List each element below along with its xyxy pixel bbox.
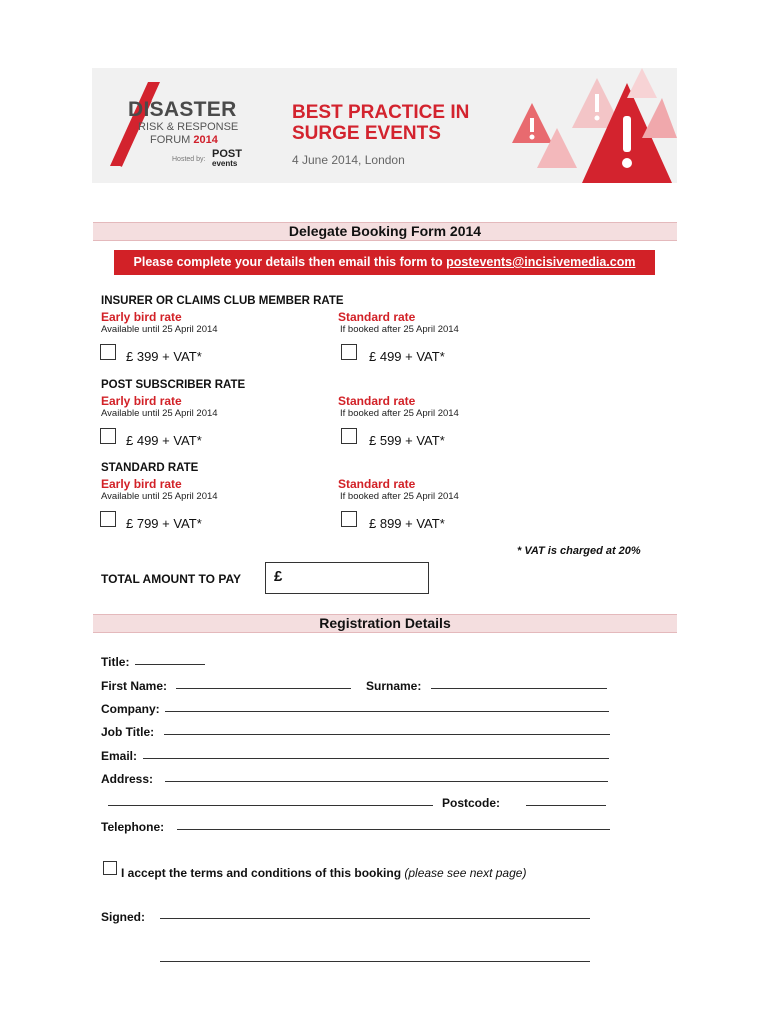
email-field[interactable] (143, 758, 609, 759)
standard-rate-price: £ 599 + VAT* (369, 433, 445, 448)
accept-terms-label: I accept the terms and conditions of this booking (please see next page) (121, 866, 527, 880)
banner-date: 4 June 2014, London (292, 153, 405, 167)
title-label: Title: (101, 655, 130, 669)
early-bird-note: Available until 25 April 2014 (101, 408, 218, 419)
standard-rate-price: £ 499 + VAT* (369, 349, 445, 364)
vat-note: * VAT is charged at 20% (517, 545, 641, 557)
signature-field-2[interactable] (160, 961, 590, 962)
standard-rate-note: If booked after 25 April 2014 (340, 408, 459, 419)
surname-label: Surname: (366, 679, 422, 693)
banner-headline: BEST PRACTICE IN SURGE EVENTS (292, 102, 470, 144)
standard-rate-label: Standard rate (338, 394, 416, 408)
standard-rate-note: If booked after 25 April 2014 (340, 324, 459, 335)
early-bird-price: £ 499 + VAT* (126, 433, 202, 448)
early-bird-price: £ 399 + VAT* (126, 349, 202, 364)
rate-heading: POST SUBSCRIBER RATE (101, 379, 246, 391)
instruction-bar: Please complete your details then email this form to postevents@incisivemedia.com (114, 250, 655, 275)
early-bird-checkbox[interactable] (100, 511, 116, 527)
logo-subtitle: RISK & RESPONSE (138, 121, 239, 133)
post-events-logo: POST events (212, 148, 242, 168)
early-bird-price: £ 799 + VAT* (126, 516, 202, 531)
early-bird-note: Available until 25 April 2014 (101, 324, 218, 335)
email-link[interactable]: postevents@incisivemedia.com (446, 255, 636, 269)
signature-field[interactable] (160, 918, 590, 919)
early-bird-label: Early bird rate (101, 394, 182, 408)
address-line-2-field[interactable] (108, 805, 433, 806)
early-bird-checkbox[interactable] (100, 428, 116, 444)
early-bird-checkbox[interactable] (100, 344, 116, 360)
standard-rate-label: Standard rate (338, 310, 416, 324)
postcode-field[interactable] (526, 805, 606, 806)
logo-forum: FORUM 2014 (150, 134, 218, 146)
registration-title: Registration Details (93, 614, 677, 633)
job-title-label: Job Title: (101, 725, 155, 739)
job-title-field[interactable] (164, 734, 610, 735)
telephone-label: Telephone: (101, 820, 165, 834)
rate-heading: STANDARD RATE (101, 462, 199, 474)
standard-rate-checkbox[interactable] (341, 428, 357, 444)
early-bird-label: Early bird rate (101, 310, 182, 324)
early-bird-label: Early bird rate (101, 477, 182, 491)
total-label: TOTAL AMOUNT TO PAY (101, 572, 242, 586)
early-bird-note: Available until 25 April 2014 (101, 491, 218, 502)
postcode-label: Postcode: (442, 796, 501, 810)
email-label: Email: (101, 749, 138, 763)
logo-title: DISASTER (128, 98, 237, 121)
standard-rate-note: If booked after 25 April 2014 (340, 491, 459, 502)
rate-heading: INSURER OR CLAIMS CLUB MEMBER RATE (101, 295, 344, 307)
first-name-field[interactable] (176, 688, 351, 689)
first-name-label: First Name: (101, 679, 168, 693)
total-amount-field[interactable] (265, 562, 429, 594)
standard-rate-label: Standard rate (338, 477, 416, 491)
event-banner (92, 68, 677, 183)
warning-triangles-icon (502, 68, 677, 183)
telephone-field[interactable] (177, 829, 610, 830)
company-field[interactable] (165, 711, 609, 712)
currency-symbol: £ (274, 568, 283, 585)
hosted-by-label: Hosted by: (172, 156, 206, 163)
booking-form-title: Delegate Booking Form 2014 (93, 222, 677, 241)
company-label: Company: (101, 702, 160, 716)
standard-rate-checkbox[interactable] (341, 344, 357, 360)
title-field[interactable] (135, 664, 205, 665)
accept-terms-checkbox[interactable] (103, 861, 117, 875)
standard-rate-price: £ 899 + VAT* (369, 516, 445, 531)
address-field[interactable] (165, 781, 608, 782)
address-label: Address: (101, 772, 154, 786)
signed-label: Signed: (101, 910, 145, 924)
surname-field[interactable] (431, 688, 607, 689)
standard-rate-checkbox[interactable] (341, 511, 357, 527)
